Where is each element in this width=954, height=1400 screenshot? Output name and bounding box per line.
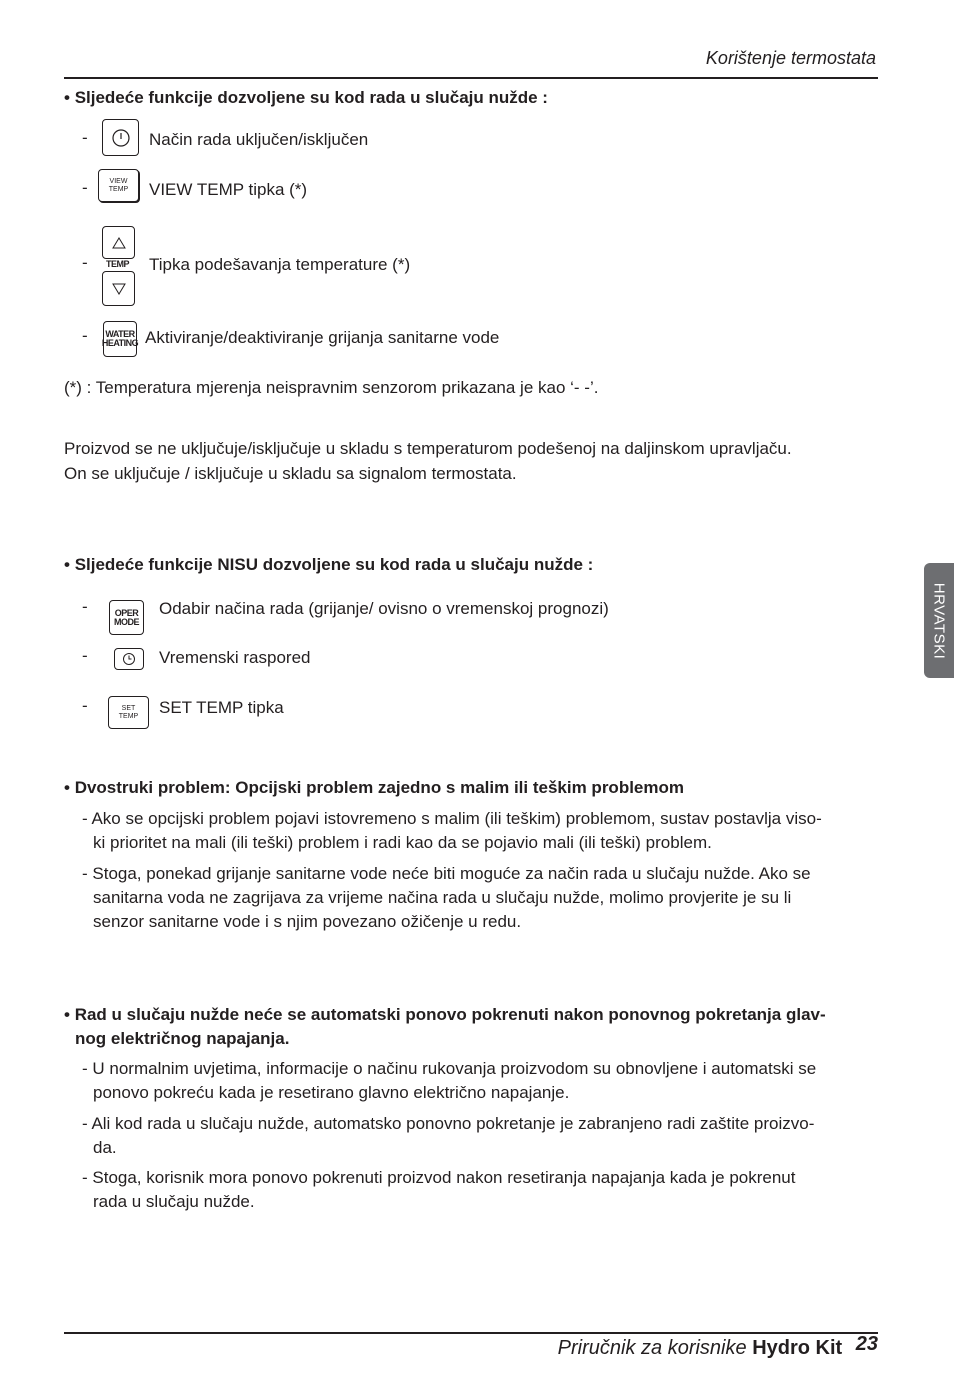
page-footer bbox=[557, 1333, 878, 1360]
double-problem-heading: • Dvostruki problem: Opcijski problem zajedno s malim ili teškim problemom bbox=[64, 778, 684, 797]
manual-title: Priručnik za korisnike bbox=[557, 1337, 747, 1359]
restart-item-2: - Ali kod rada u slučaju nužde, automatsko ponovno pokretanje je zabranjeno radi zaštite proizvo- da. bbox=[82, 1114, 815, 1157]
allowed-item-water-heating: Aktiviranje/deaktiviranje grijanja sanitarne vode bbox=[145, 328, 500, 347]
temp-down-icon bbox=[102, 271, 135, 306]
not-allowed-item-set-temp: SET TEMP tipka bbox=[159, 698, 284, 717]
allowed-item-view-temp: VIEW TEMP tipka (*) bbox=[149, 180, 308, 199]
restart-item-3: - Stoga, korisnik mora ponovo pokrenuti proizvod nakon resetiranja napajanja kada je pokrenut rada u slučaju nužde. bbox=[82, 1168, 796, 1211]
page-number: 23 bbox=[855, 1333, 878, 1355]
set-temp-button-icon: SET TEMP bbox=[108, 696, 149, 729]
not-allowed-heading: • Sljedeće funkcije NISU dozvoljene su kod rada u slučaju nužde : bbox=[64, 555, 594, 574]
running-header: Korištenje termostata bbox=[705, 48, 876, 68]
not-allowed-item-oper-mode: Odabir načina rada (grijanje/ ovisno o vremenskoj prognozi) bbox=[159, 599, 609, 618]
product-name: Hydro Kit bbox=[752, 1337, 843, 1359]
header-rule bbox=[64, 77, 878, 79]
double-problem-item-1: - Ako se opcijski problem pojavi istovremeno s malim (ili teškim) problemom, sustav postavlja viso- ki prioritet na mali (ili teški) problem i radi kao da se pojavio mali (ili teški) problem. bbox=[82, 809, 822, 852]
language-tab: HRVATSKI bbox=[924, 563, 954, 678]
footer-rule bbox=[64, 1332, 878, 1334]
double-problem-item-2: - Stoga, ponekad grijanje sanitarne vode neće biti moguće za način rada u slučaju nužde. Ako se sanitarna voda ne zagrijava za vrijeme načina rada u slučaju nužde, molimo provjerite je su li senzor sanitarne vode i s njim povezano ožičenje u redu. bbox=[82, 864, 811, 931]
product-info-line-2: On se uključuje / isključuje u skladu sa signalom termostata. bbox=[64, 464, 517, 483]
restart-item-1: - U normalnim uvjetima, informacije o načinu rukovanja proizvodom su obnovljene i automatski se ponovo pokreću kada je resetirano glavno električno napajanje. bbox=[82, 1059, 817, 1102]
sensor-note: (*) : Temperatura mjerenja neispravnim senzorom prikazana je kao ‘- -’. bbox=[64, 378, 599, 397]
temp-up-icon bbox=[102, 226, 135, 259]
allowed-item-power: Način rada uključen/isključen bbox=[149, 130, 369, 149]
clock-icon bbox=[114, 648, 144, 670]
power-button-icon bbox=[102, 119, 139, 156]
not-allowed-item-schedule: Vremenski raspored bbox=[159, 648, 311, 667]
water-heating-button-icon: WATER HEATING bbox=[103, 321, 137, 357]
view-temp-button-icon: VIEW TEMP bbox=[98, 169, 139, 202]
oper-mode-button-icon: OPER MODE bbox=[109, 600, 144, 635]
allowed-item-temp: Tipka podešavanja temperature (*) bbox=[149, 255, 411, 274]
allowed-heading: • Sljedeće funkcije dozvoljene su kod rada u slučaju nužde : bbox=[64, 88, 548, 107]
restart-heading: • Rad u slučaju nužde neće se automatski ponovo pokrenuti nakon ponovnog pokretanja glav- nog električnog napajanja. bbox=[64, 1005, 826, 1048]
temp-button-label: TEMP bbox=[106, 259, 130, 269]
product-info-line-1: Proizvod se ne uključuje/isključuje u skladu s temperaturom podešenoj na daljinskom upravljaču. bbox=[64, 439, 792, 458]
